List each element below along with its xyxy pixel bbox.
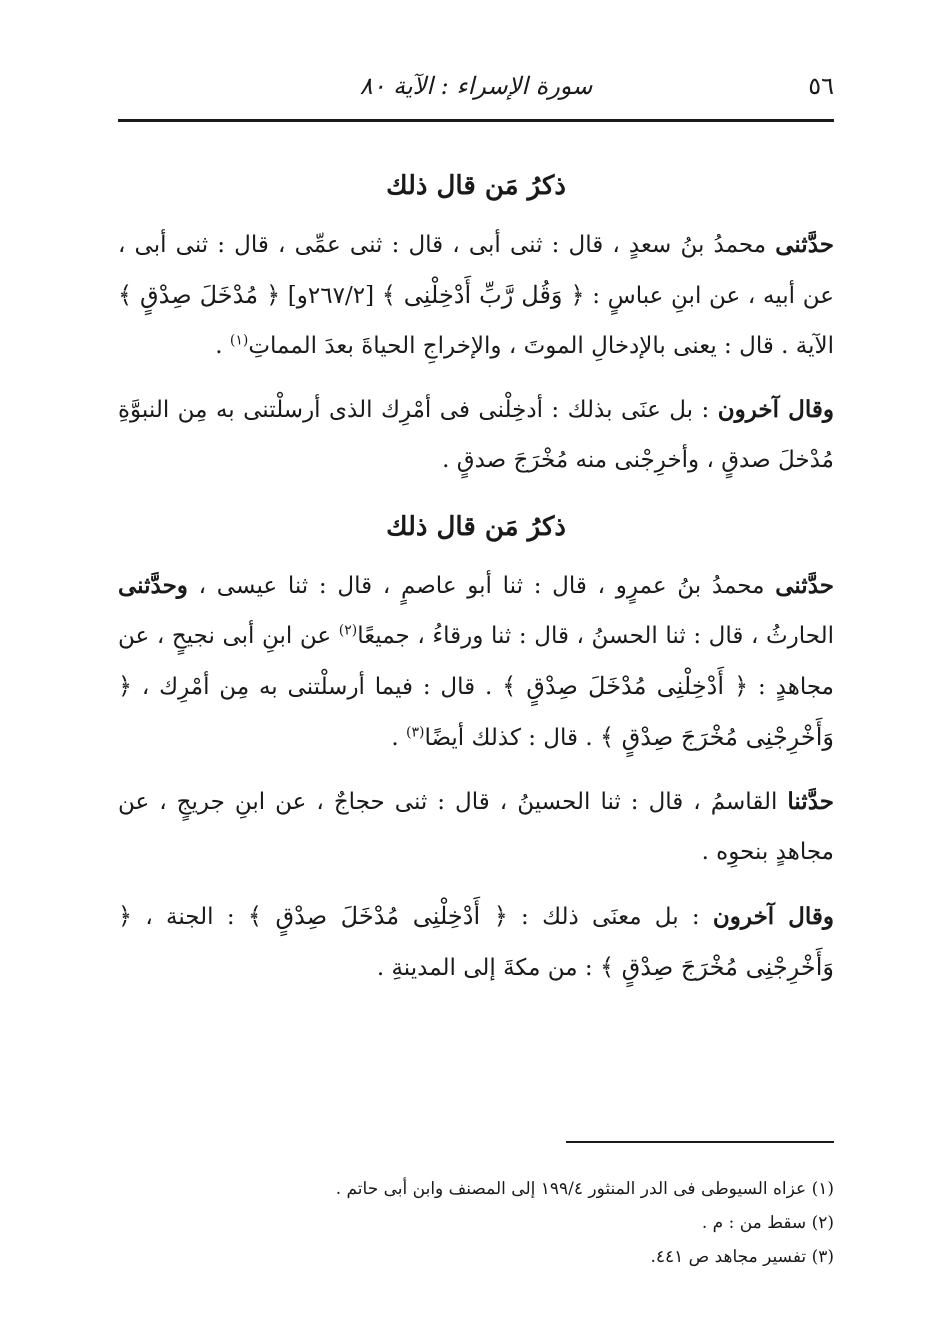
- narration-tail: .: [215, 333, 230, 359]
- footnote-marker: (٢): [338, 622, 358, 639]
- narration-text: القاسمُ ، قال : ثنا الحسينُ ، قال : ثنى حجاجٌ ، عن ابنِ جريجٍ ، عن مجاهدٍ بنحوِه .: [118, 789, 834, 865]
- running-title: سورة الإسراء : الآية ٨٠: [359, 72, 593, 100]
- narration-text: . قال : كذلك أيضًا: [424, 725, 600, 751]
- footnote: (٢) سقط من : م .: [701, 1213, 834, 1233]
- footnotes: [118, 1172, 834, 1274]
- narration-paragraph: [118, 561, 834, 763]
- manuscript-ref: [٢٦٧/٢و]: [280, 283, 382, 309]
- narration-text: محمدُ بنُ عمرٍو ، قال : ثنا أبو عاصمٍ ، قال : ثنا عيسى ،: [187, 573, 776, 599]
- opinion-text: : بل عنَى بذلك : أدخِلْنى فى أمْرِك الذى أرسلْتنى به مِن النبوَّةِ مُدْخلَ صدقٍ ، وأخرِجْنى منه مُخْرَجَ صدقٍ .: [118, 397, 834, 473]
- narration-paragraph: [118, 777, 834, 877]
- narration-text: محمدُ بنُ سعدٍ ، قال : ثنى أبى ، قال : ثنى عمِّى ، قال : ثنى أبى ، عن أبيه ، عن ابنِ عباسٍ :: [118, 232, 834, 309]
- header-rule: [118, 119, 834, 122]
- footnote-marker: (٣): [405, 724, 425, 741]
- section-heading: ذكرُ مَن قال ذلك: [386, 512, 566, 542]
- narration-lead: حدَّثنى: [775, 572, 834, 599]
- other-opinion-paragraph: [118, 891, 834, 993]
- quran-quote: ﴿ وَقُل رَّبِّ أَدْخِلْنِى ﴾: [381, 281, 585, 309]
- opinion-text: : الجنة ،: [132, 904, 248, 930]
- opinion-lead: وقال آخرون: [712, 903, 834, 930]
- running-header: [118, 66, 834, 110]
- quran-quote: ﴿ وَأَخْرِجْنِى مُخْرَجَ صِدْقٍ ﴾: [118, 672, 834, 751]
- narration-lead: حدَّثنى: [775, 231, 834, 258]
- opinion-text: : بل معنَى ذلك :: [507, 904, 713, 930]
- narration-text: . قال : فيما أرسلْتنى به مِن أمْرِك ،: [132, 674, 503, 700]
- narration-text: الآية . قال : يعنى بالإدخالِ الموتَ ، والإخراجِ الحياةَ بعدَ المماتِ: [248, 333, 834, 359]
- footnote: (١) عزاه السيوطى فى الدر المنثور ١٩٩/٤ إلى المصنف وابن أبى حاتم .: [335, 1179, 834, 1199]
- narration-tail: .: [391, 725, 406, 751]
- footnote-rule: [566, 1141, 834, 1143]
- quran-quote: ﴿ وَأَخْرِجْنِى مُخْرَجَ صِدْقٍ ﴾: [118, 902, 834, 981]
- footnote: (٣) تفسير مجاهد ص ٤٤١.: [650, 1247, 834, 1267]
- main-text: [118, 158, 834, 1007]
- narration-lead-2: وحدَّثنى: [118, 572, 188, 599]
- other-opinion-paragraph: [118, 385, 834, 485]
- opinion-lead: وقال آخرون: [717, 396, 835, 423]
- section-heading: ذكرُ مَن قال ذلك: [386, 171, 566, 201]
- narration-text: الحارثُ ، قال : ثنا الحسنُ ، قال : ثنا ورقاءُ ، جميعًا: [357, 623, 834, 649]
- narration-text: عن ابنِ أبى نجيحٍ ، عن مجاهدٍ :: [118, 623, 835, 700]
- quran-quote: ﴿ أَدْخِلْنِى مُدْخَلَ صِدْقٍ ﴾: [247, 902, 508, 930]
- opinion-text: : من مكةَ إلى المدينةِ .: [376, 955, 600, 981]
- page-number: ٥٦: [808, 72, 834, 100]
- narration-lead: حدَّثنا: [787, 788, 834, 815]
- footnote-marker: (١): [229, 332, 249, 349]
- quran-quote: ﴿ مُدْخَلَ صِدْقٍ ﴾: [118, 281, 281, 309]
- narration-paragraph: [118, 220, 834, 371]
- quran-quote: ﴿ أَدْخِلْنِى مُدْخَلَ صِدْقٍ ﴾: [502, 672, 749, 700]
